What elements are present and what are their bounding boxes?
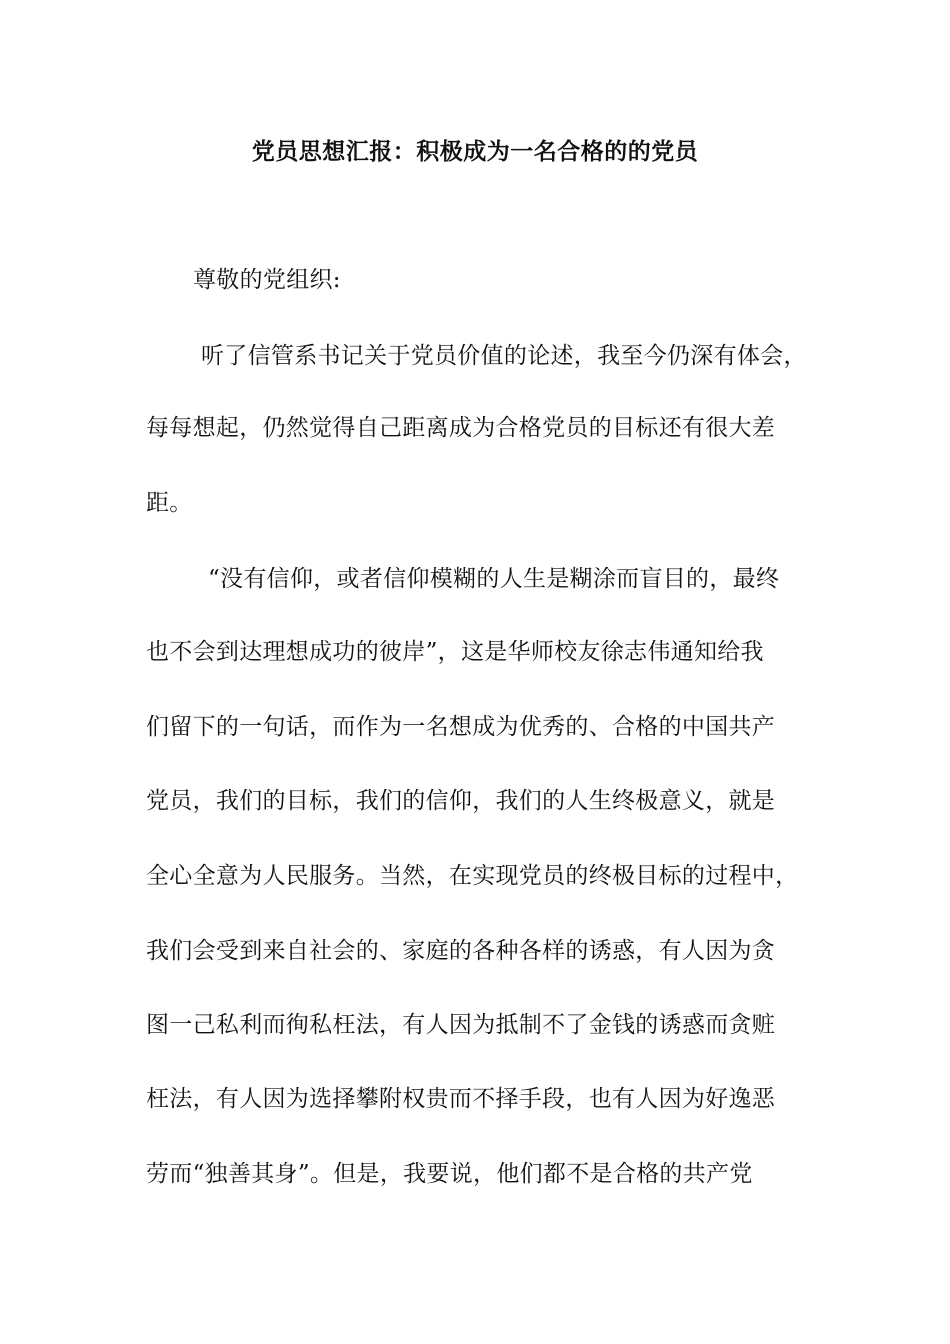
paragraph-line: 也不会到达理想成功的彼岸”，这是华师校友徐志伟通知给我 [146,639,764,665]
paragraph-line: 听了信管系书记关于党员价值的论述，我至今仍深有体会， [201,343,807,369]
paragraph-line: 劳而“独善其身”。但是，我要说，他们都不是合格的共产党 [146,1161,753,1187]
paragraph-line: 我们会受到来自社会的、家庭的各种各样的诱惑，有人因为贪 [146,938,776,964]
paragraph-line: 距。 [146,490,193,516]
paragraph-line: 图一己私利而徇私枉法，有人因为抵制不了金钱的诱惑而贪赃 [146,1012,776,1038]
paragraph-line: “没有信仰，或者信仰模糊的人生是糊涂而盲目的，最终 [208,566,780,592]
paragraph-line: 党员，我们的目标，我们的信仰，我们的人生终极意义，就是 [146,788,776,814]
paragraph-line: 全心全意为人民服务。当然，在实现党员的终极目标的过程中， [146,863,799,889]
salutation: 尊敬的党组织: [193,267,341,293]
document-title: 党员思想汇报：积极成为一名合格的的党员 [251,138,699,165]
paragraph-line: 每每想起，仍然觉得自己距离成为合格党员的目标还有很大差 [146,415,776,441]
paragraph-line: 们留下的一句话，而作为一名想成为优秀的、合格的中国共产 [146,714,776,740]
paragraph-line: 枉法，有人因为选择攀附权贵而不择手段，也有人因为好逸恶 [146,1086,776,1112]
